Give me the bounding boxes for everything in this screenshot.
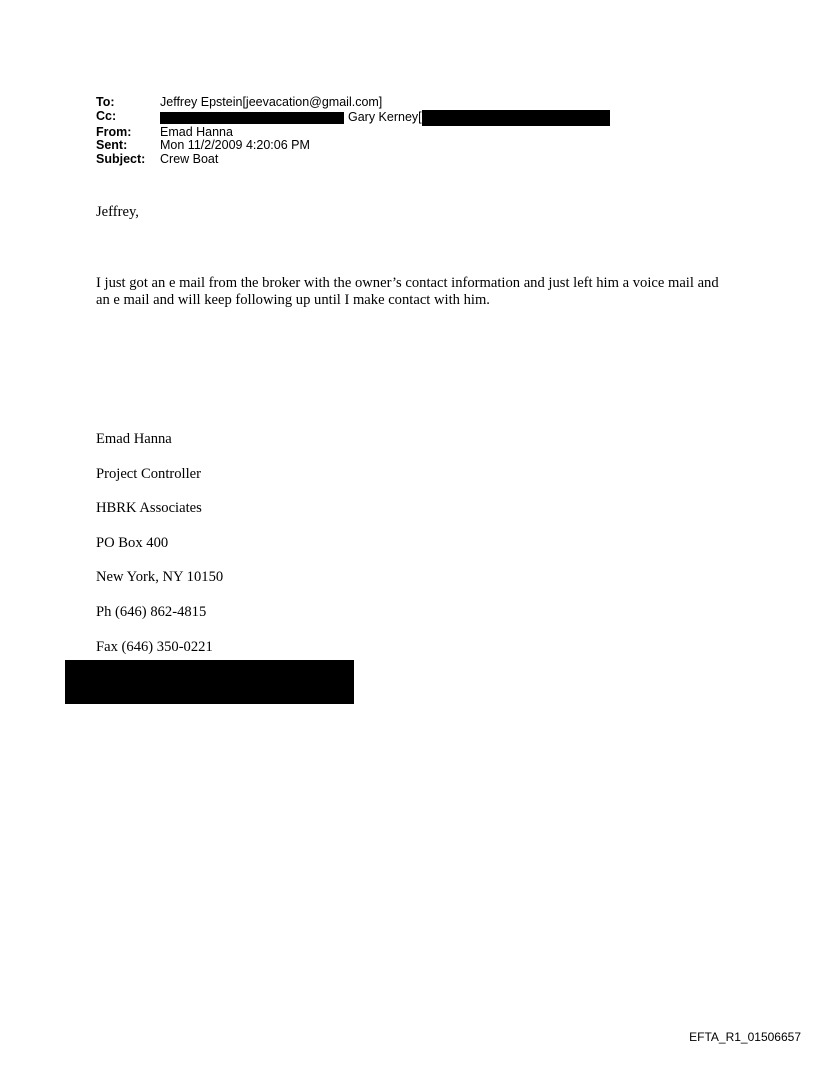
signature-address-line-2: New York, NY 10150: [96, 569, 224, 586]
cc-visible-text: Gary Kerney[: [348, 109, 422, 124]
subject-value: Crew Boat: [160, 151, 219, 166]
email-signature: [96, 431, 223, 673]
cc-value: [160, 110, 610, 126]
signature-title: Project Controller: [96, 465, 201, 482]
document-id: EFTA_R1_01506657: [689, 1030, 801, 1044]
cc-label: Cc:: [96, 108, 117, 123]
email-body: I just got an e mail from the broker with the owner’s contact information and just left him a voice mail and an e mail and will keep following up until I make contact with him.: [96, 275, 719, 308]
to-row: [96, 96, 610, 110]
subject-row: [96, 153, 610, 167]
email-greeting: Jeffrey,: [96, 204, 139, 220]
from-label: From:: [96, 124, 132, 139]
email-header: [96, 96, 610, 166]
signature-name: Emad Hanna: [96, 431, 172, 447]
subject-label: Subject:: [96, 151, 146, 166]
from-row: [96, 126, 610, 140]
cc-redaction-1: [160, 112, 344, 124]
sent-value: Mon 11/2/2009 4:20:06 PM: [160, 138, 310, 153]
cc-redaction-2: [422, 110, 610, 126]
cc-row: [96, 110, 610, 126]
signature-fax: Fax (646) 350-0221: [96, 638, 213, 655]
sent-row: [96, 139, 610, 153]
to-label: To:: [96, 95, 115, 109]
signature-redaction: [65, 660, 354, 704]
sent-label: Sent:: [96, 138, 128, 153]
signature-address-line-1: PO Box 400: [96, 534, 169, 551]
signature-company: HBRK Associates: [96, 500, 202, 517]
to-value: Jeffrey Epstein[jeevacation@gmail.com]: [160, 95, 383, 109]
from-value: Emad Hanna: [160, 124, 233, 139]
signature-phone: Ph (646) 862-4815: [96, 603, 207, 620]
